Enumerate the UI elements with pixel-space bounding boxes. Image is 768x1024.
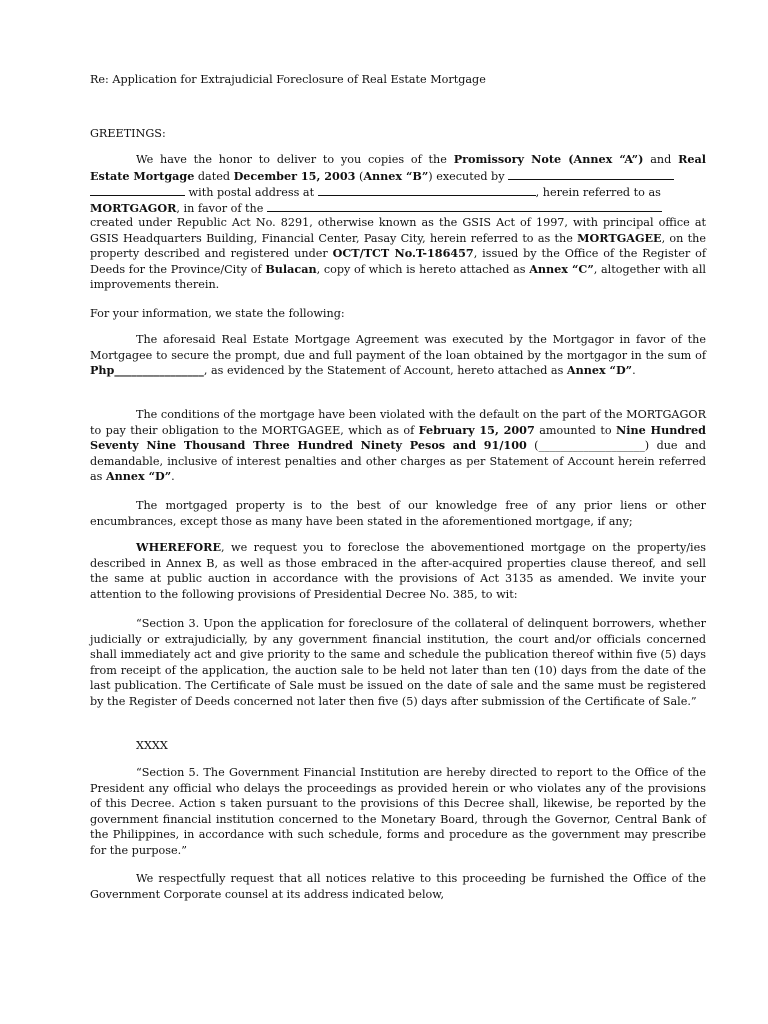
- executed-by-blank[interactable]: [508, 168, 674, 180]
- para1-body: created under Republic Act No. 8291, otherwise known as the GSIS Act of 1997, with principal office at GSIS Headquarters Building, Financial Center, Pasay City, herein referred to as the MORTGAGEE, on the property described and registered under OCT/TCT No.T-186457, issued by the Office of the Register of Deeds for the Province/City of Bulacan, copy of which is hereto attached as Annex “C”, altogether with all improvements therein.: [90, 216, 707, 292]
- para1-line1: We have the honor to deliver to you copies of the Promissory Note (Annex “A”) and Real: [136, 152, 706, 166]
- info-line: For your information, we state the following:: [90, 307, 345, 320]
- paragraph-wherefore: WHEREFORE, we request you to foreclose the abovementioned mortgage on the property/ies described in Annex B, as well as those embraced in the after-acquired properties clause thereof, and sell the same at public auction in accordance with the provisions of Act 3135 as amended. We invite your attention to the following provisions of Presidential Decree No. 385, to wit:: [90, 540, 706, 601]
- para1-line4: MORTGAGOR, in favor of the: [90, 200, 706, 217]
- quote-section-3: “Section 3. Upon the application for foreclosure of the collateral of delinquent borrowers, whether judicially or extrajudicially, by any government financial institution, the court and/or officials concerned shall immediately act and give priority to the same and schedule the publication thereof within five (5) days from receipt of the application, the auction sale to be held not later than ten (10) days from the date of the last publication. The Certificate of Sale must be issued on the date of sale and the same must be registered by the Register of Deeds concerned not later then five (5) days after submission of the Certificate of Sale.”: [90, 617, 706, 708]
- re-line: Re: Application for Extrajudicial Foreclosure of Real Estate Mortgage: [90, 73, 486, 86]
- paragraph-notices-request: We respectfully request that all notices relative to this proceeding be furnished the Office of the Government Corporate counsel at its address indicated below,: [90, 872, 706, 901]
- executed-by-blank-cont[interactable]: [90, 184, 185, 196]
- xxxx-separator: XXXX: [136, 739, 168, 752]
- paragraph-default: The conditions of the mortgage have been violated with the default on the part of the MORTGAGOR to pay their obligation to the MORTGAGEE, which as of February 15, 2007 amounted to Nine Hundred Seventy Nine Thousand Three Hundred Ninety Pesos and 91/100 (___________________) due and demandable, inclusive of interest penalties and other charges as per Statement of Account herein referred as Annex “D”.: [90, 408, 706, 484]
- quote-section-5: “Section 5. The Government Financial Institution are hereby directed to report to the Office of the President any official who delays the proceedings as provided herein or who violates any of the provisions of this Decree. Action s taken pursuant to the provisions of this Decree shall, likewise, be reported by the government financial institution concerned to the Monetary Board, through the Governor, Central Bank of the Philippines, in accordance with such schedule, forms and procedure as the government may prescribe for the purpose.”: [90, 766, 706, 857]
- paragraph-mortgage-agreement: The aforesaid Real Estate Mortgage Agreement was executed by the Mortgagor in favor of the Mortgagee to secure the prompt, due and full payment of the loan obtained by the mortgagor in the sum of Php________________, as evidenced by the Statement of Account, hereto attached as Annex “D”.: [90, 333, 706, 378]
- postal-address-blank[interactable]: [318, 184, 536, 196]
- greeting: GREETINGS:: [90, 127, 166, 140]
- mortgagee-name-blank[interactable]: [267, 200, 662, 212]
- paragraph-liens: The mortgaged property is to the best of our knowledge free of any prior liens or other encumbrances, except those as many have been stated in the aforementioned mortgage, if any;: [90, 499, 706, 528]
- para1-line3: with postal address at , herein referred to as: [90, 184, 706, 201]
- para1-line2: Estate Mortgage dated December 15, 2003 (Annex “B”) executed by: [90, 168, 706, 185]
